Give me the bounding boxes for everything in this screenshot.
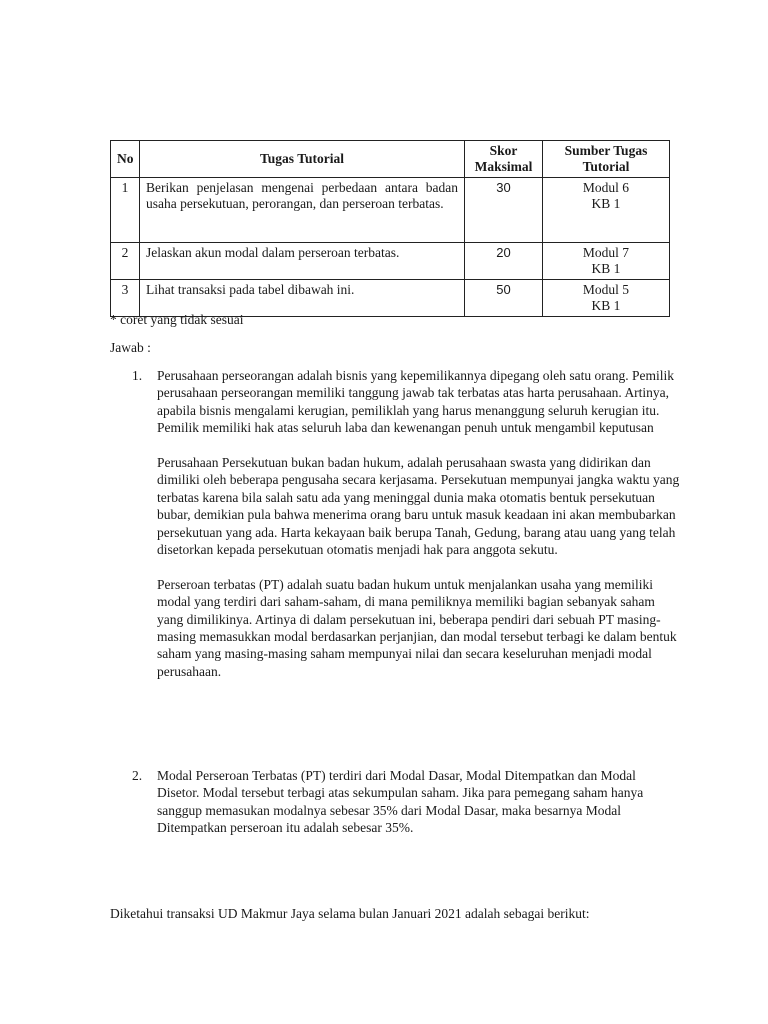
table-row [111, 280, 670, 317]
header-score: Skor Maksimal [465, 141, 543, 178]
table-row [111, 243, 670, 280]
answer-paragraph: Modal Perseroan Terbatas (PT) terdiri dari Modal Dasar, Modal Ditempatkan dan Modal Disetor. Modal tersebut terbagi atas sekumpulan saham. Jika para pemegang saham hanya sanggup memasukan modalnya sebesar 35% dari Modal Dasar, maka besarnya Modal Ditempatkan perseroan itu adalah sebesar 35%. [157, 768, 644, 836]
answer-body [157, 367, 680, 680]
task-table [110, 140, 670, 317]
row-no: 3 [111, 280, 140, 317]
row-source-kb: KB 1 [591, 196, 621, 211]
closing-sentence: Diketahui transaksi UD Makmur Jaya selama bulan Januari 2021 adalah sebagai berikut: [110, 906, 590, 921]
answer-label: Jawab : [110, 340, 151, 355]
row-task: Jelaskan akun modal dalam perseroan terbatas. [140, 243, 465, 280]
row-no: 2 [111, 243, 140, 280]
answer-number: 2. [132, 768, 143, 783]
answer-item-2 [110, 767, 680, 837]
answer-item-1 [110, 367, 680, 680]
table-note: * coret yang tidak sesuai [110, 312, 244, 327]
table-row [111, 178, 670, 243]
row-score: 20 [465, 243, 543, 280]
row-source-module: Modul 6 [582, 180, 630, 195]
row-source-module: Modul 7 [582, 245, 630, 260]
row-score: 50 [465, 280, 543, 317]
answer-body [157, 767, 680, 837]
header-source: Sumber Tugas Tutorial [543, 141, 670, 178]
answer-paragraph: Perusahaan perseorangan adalah bisnis yang kepemilikannya dipegang oleh satu orang. Pemilik perusahaan perseorangan memiliki tanggung jawab tak terbatas atas harta perusahaan. Artinya, apabila bisnis mengalami kerugian, pemiliklah yang harus menanggung seluruh kerugian itu. Pemilik memiliki hak atas seluruh laba dan kewenangan penuh untuk mengambil keputusan [157, 368, 674, 436]
answer-paragraph: Perusahaan Persekutuan bukan badan hukum, adalah perusahaan swasta yang didirikan dan dimiliki oleh beberapa pengusaha secara kerjasama. Persekutuan mempunyai jangka waktu yang terbatas karena bila salah satu ada yang meninggal dunia maka otomatis bentuk persekutuan bubar, demikian pula bahwa menerima orang baru untuk masuk keadaan ini akan membubarkan persekutuan yang ada. Harta kekayaan baik berupa Tanah, Gedung, barang atau uang yang telah disetorkan kepada persekutuan otomatis menjadi hak para anggota sekutu. [157, 455, 680, 558]
row-source [543, 280, 670, 317]
answer-number: 1. [132, 368, 143, 383]
row-source [543, 243, 670, 280]
header-no: No [111, 141, 140, 178]
row-source-kb: KB 1 [591, 298, 621, 313]
row-task: Berikan penjelasan mengenai perbedaan antara badan usaha persekutuan, perorangan, dan perseroan terbatas. [140, 178, 465, 243]
row-source-kb: KB 1 [591, 261, 621, 276]
header-task: Tugas Tutorial [140, 141, 465, 178]
table-header-row [111, 141, 670, 178]
row-score: 30 [465, 178, 543, 243]
row-task: Lihat transaksi pada tabel dibawah ini. [140, 280, 465, 317]
row-source [543, 178, 670, 243]
answer-paragraph: Perseroan terbatas (PT) adalah suatu badan hukum untuk menjalankan usaha yang memiliki modal yang terdiri dari saham-saham, di mana pemiliknya memiliki bagian sebanyak saham yang dimilikinya. Artinya di dalam persekutuan ini, beberapa pendiri dari sebuah PT masing-masing memasukkan modal berdasarkan perjanjian, dan modal tersebut terbagi ke dalam bentuk saham yang masing-masing saham mempunyai nilai dan secara keseluruhan menjadi modal perusahaan. [157, 576, 677, 679]
row-source-module: Modul 5 [582, 282, 630, 297]
row-no: 1 [111, 178, 140, 243]
